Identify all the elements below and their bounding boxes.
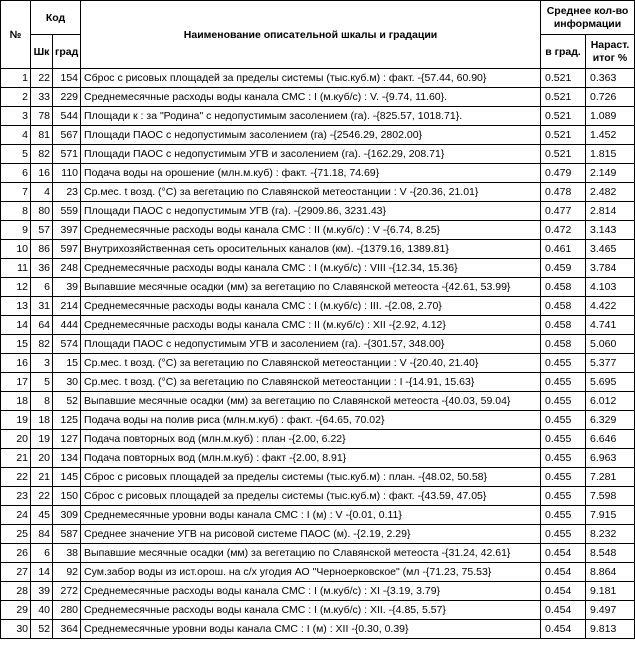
info-in-gradation: 0.521 [541,107,586,126]
gradation-name: Площади ПАОС с недопустимым засолением (га) -{2546.29, 2802.00} [81,126,541,145]
table-row [1,126,635,145]
info-in-gradation: 0.459 [541,259,586,278]
cumulative-total: 2.482 [586,183,635,202]
table-row [1,88,635,107]
row-number: 30 [1,620,31,639]
cumulative-total: 3.465 [586,240,635,259]
cumulative-total: 1.452 [586,126,635,145]
scale-code: 21 [31,468,53,487]
gradation-code: 92 [53,563,81,582]
row-number: 22 [1,468,31,487]
table-body [1,69,635,639]
scale-code: 78 [31,107,53,126]
row-number: 12 [1,278,31,297]
info-in-gradation: 0.455 [541,487,586,506]
table-row [1,525,635,544]
cumulative-total: 1.815 [586,145,635,164]
row-number: 28 [1,582,31,601]
table-row [1,620,635,639]
gradation-name: Выпавшие месячные осадки (мм) за вегетацию по Славянской метеоста -{31.24, 42.61} [81,544,541,563]
row-number: 11 [1,259,31,278]
info-in-gradation: 0.455 [541,354,586,373]
scale-code: 33 [31,88,53,107]
gradation-name: Среднемесячные уровни воды канала СМС : I (м) : V -{0.01, 0.11} [81,506,541,525]
info-in-gradation: 0.521 [541,145,586,164]
gradation-name: Ср.мес. t возд. (°С) за вегетацию по Славянской метеостанции : V -{20.36, 21.01} [81,183,541,202]
gradation-name: Среднемесячные расходы воды канала СМС : I (м.куб/с) : III. -{2.08, 2.70} [81,297,541,316]
gradation-code: 125 [53,411,81,430]
info-in-gradation: 0.458 [541,278,586,297]
gradation-name: Ср.мес. t возд. (°С) за вегетацию по Славянской метеостанции : I -{14.91, 15.63} [81,373,541,392]
scale-code: 18 [31,411,53,430]
row-number: 21 [1,449,31,468]
row-number: 26 [1,544,31,563]
info-in-gradation: 0.461 [541,240,586,259]
row-number: 7 [1,183,31,202]
scale-code: 40 [31,601,53,620]
scale-code: 80 [31,202,53,221]
info-in-gradation: 0.455 [541,411,586,430]
gradation-name: Среднемесячные расходы воды канала СМС : II (м.куб/с) : V -{6.74, 8.25} [81,221,541,240]
header-name: Наименование описательной шкалы и градации [81,1,541,69]
cumulative-total: 5.695 [586,373,635,392]
row-number: 3 [1,107,31,126]
scale-code: 16 [31,164,53,183]
scale-code: 5 [31,373,53,392]
gradation-code: 127 [53,430,81,449]
info-in-gradation: 0.521 [541,88,586,107]
header-narast: Нараст. итог % [586,35,635,69]
gradation-name: Среднемесячные расходы воды канала СМС : II (м.куб/с) : XII -{2.92, 4.12} [81,316,541,335]
info-in-gradation: 0.458 [541,335,586,354]
info-in-gradation: 0.455 [541,468,586,487]
table-row [1,164,635,183]
gradation-name: Среднемесячные расходы воды канала СМС : I (м.куб/с) : VIII -{12.34, 15.36} [81,259,541,278]
cumulative-total: 0.726 [586,88,635,107]
scale-code: 14 [31,563,53,582]
cumulative-total: 8.548 [586,544,635,563]
gradation-name: Сум.забор воды из ист.орош. на с/х угодия АО "Черноерковское" (мл -{71.23, 75.53} [81,563,541,582]
gradation-code: 52 [53,392,81,411]
scale-code: 52 [31,620,53,639]
cumulative-total: 6.646 [586,430,635,449]
scale-code: 82 [31,335,53,354]
gradation-code: 544 [53,107,81,126]
info-in-gradation: 0.454 [541,582,586,601]
header-info: Среднее кол-во информации [541,1,635,35]
header-kod: Код [31,1,81,35]
table-row [1,411,635,430]
info-in-gradation: 0.455 [541,430,586,449]
scale-code: 64 [31,316,53,335]
cumulative-total: 6.012 [586,392,635,411]
header-grad: град [53,35,81,69]
scale-code: 19 [31,430,53,449]
gradation-code: 145 [53,468,81,487]
cumulative-total: 9.813 [586,620,635,639]
info-in-gradation: 0.521 [541,126,586,145]
gradation-code: 39 [53,278,81,297]
scale-code: 4 [31,183,53,202]
gradation-name: Выпавшие месячные осадки (мм) за вегетацию по Славянской метеоста -{42.61, 53.99} [81,278,541,297]
cumulative-total: 6.963 [586,449,635,468]
gradation-code: 364 [53,620,81,639]
cumulative-total: 9.497 [586,601,635,620]
row-number: 4 [1,126,31,145]
header-v-grad: в град. [541,35,586,69]
table-row [1,430,635,449]
row-number: 8 [1,202,31,221]
row-number: 29 [1,601,31,620]
table-row [1,373,635,392]
row-number: 9 [1,221,31,240]
table-row [1,259,635,278]
cumulative-total: 8.232 [586,525,635,544]
scale-code: 22 [31,69,53,88]
gradation-name: Среднемесячные расходы воды канала СМС : I (м.куб/с) : V. -{9.74, 11.60}. [81,88,541,107]
row-number: 24 [1,506,31,525]
gradation-code: 574 [53,335,81,354]
scale-code: 39 [31,582,53,601]
row-number: 13 [1,297,31,316]
cumulative-total: 3.143 [586,221,635,240]
scale-code: 31 [31,297,53,316]
row-number: 17 [1,373,31,392]
cumulative-total: 5.060 [586,335,635,354]
gradation-code: 559 [53,202,81,221]
table-row [1,316,635,335]
scale-code: 45 [31,506,53,525]
header-shk: Шк [31,35,53,69]
cumulative-total: 8.864 [586,563,635,582]
table-row [1,335,635,354]
scale-code: 84 [31,525,53,544]
info-in-gradation: 0.454 [541,601,586,620]
gradation-code: 444 [53,316,81,335]
gradation-name: Внутрихозяйственная сеть оросительных каналов (км). -{1379.16, 1389.81} [81,240,541,259]
gradation-name: Площади к : за "Родина" с недопустимым засолением (га). -{825.57, 1018.71}. [81,107,541,126]
gradation-code: 38 [53,544,81,563]
gradation-name: Площади ПАОС с недопустимым УГВ (га). -{2909.86, 3231.43} [81,202,541,221]
scale-code: 22 [31,487,53,506]
gradation-name: Сброс с рисовых площадей за пределы системы (тыс.куб.м) : факт. -{43.59, 47.05} [81,487,541,506]
row-number: 25 [1,525,31,544]
table-row [1,221,635,240]
scale-code: 82 [31,145,53,164]
cumulative-total: 4.422 [586,297,635,316]
gradation-name: Подача повторных вод (млн.м.куб) : план -{2.00, 6.22} [81,430,541,449]
table-row [1,145,635,164]
gradation-name: Среднемесячные расходы воды канала СМС : I (м.куб/с) : XII. -{4.85, 5.57} [81,601,541,620]
cumulative-total: 7.915 [586,506,635,525]
row-number: 6 [1,164,31,183]
cumulative-total: 4.741 [586,316,635,335]
row-number: 23 [1,487,31,506]
gradation-code: 134 [53,449,81,468]
scale-code: 3 [31,354,53,373]
gradation-code: 280 [53,601,81,620]
row-number: 14 [1,316,31,335]
gradation-name: Среднемесячные уровни воды канала СМС : I (м) : XII -{0.30, 0.39} [81,620,541,639]
gradation-name: Выпавшие месячные осадки (мм) за вегетацию по Славянской метеоста -{40.03, 59.04} [81,392,541,411]
info-in-gradation: 0.479 [541,164,586,183]
gradation-code: 154 [53,69,81,88]
table-row [1,240,635,259]
gradation-code: 272 [53,582,81,601]
gradation-code: 567 [53,126,81,145]
gradation-name: Подача воды на орошение (млн.м.куб) : факт. -{71.18, 74.69} [81,164,541,183]
gradation-code: 15 [53,354,81,373]
gradation-name: Ср.мес. t возд. (°С) за вегетацию по Славянской метеостанции : V -{20.40, 21.40} [81,354,541,373]
info-in-gradation: 0.458 [541,316,586,335]
scale-code: 8 [31,392,53,411]
gradation-name: Среднемесячные расходы воды канала СМС : I (м.куб/с) : XI -{3.19, 3.79} [81,582,541,601]
gradation-code: 309 [53,506,81,525]
gradation-code: 397 [53,221,81,240]
gradation-code: 214 [53,297,81,316]
table-row [1,392,635,411]
table-row [1,544,635,563]
scale-code: 57 [31,221,53,240]
gradation-name: Площади ПАОС с недопустимым УГВ и засолением (га). -{301.57, 348.00} [81,335,541,354]
table-row [1,468,635,487]
info-in-gradation: 0.477 [541,202,586,221]
gradation-name: Среднее значение УГВ на рисовой системе ПАОС (м). -{2.19, 2.29} [81,525,541,544]
cumulative-total: 7.598 [586,487,635,506]
gradation-name: Сброс с рисовых площадей за пределы системы (тыс.куб.м) : факт. -{57.44, 60.90} [81,69,541,88]
row-number: 10 [1,240,31,259]
scale-code: 81 [31,126,53,145]
table-row [1,107,635,126]
info-in-gradation: 0.454 [541,544,586,563]
cumulative-total: 3.784 [586,259,635,278]
table-row [1,506,635,525]
info-in-gradation: 0.455 [541,449,586,468]
row-number: 19 [1,411,31,430]
gradation-code: 248 [53,259,81,278]
table-row [1,449,635,468]
cumulative-total: 1.089 [586,107,635,126]
info-in-gradation: 0.455 [541,392,586,411]
info-in-gradation: 0.521 [541,69,586,88]
gradation-name: Подача повторных вод (млн.м.куб) : факт -{2.00, 8.91} [81,449,541,468]
row-number: 15 [1,335,31,354]
table-row [1,582,635,601]
scale-code: 86 [31,240,53,259]
gradation-code: 571 [53,145,81,164]
info-in-gradation: 0.454 [541,563,586,582]
scale-code: 20 [31,449,53,468]
info-in-gradation: 0.454 [541,620,586,639]
table-row [1,601,635,620]
cumulative-total: 7.281 [586,468,635,487]
cumulative-total: 5.377 [586,354,635,373]
row-number: 5 [1,145,31,164]
header-num: № [1,1,31,69]
row-number: 1 [1,69,31,88]
cumulative-total: 2.814 [586,202,635,221]
row-number: 18 [1,392,31,411]
info-in-gradation: 0.455 [541,506,586,525]
cumulative-total: 0.363 [586,69,635,88]
gradation-code: 30 [53,373,81,392]
cumulative-total: 2.149 [586,164,635,183]
table-row [1,69,635,88]
table-row [1,297,635,316]
row-number: 16 [1,354,31,373]
gradation-name: Площади ПАОС с недопустимым УГВ и засолением (га). -{162.29, 208.71} [81,145,541,164]
table-row [1,183,635,202]
table-row [1,278,635,297]
scale-code: 36 [31,259,53,278]
info-in-gradation: 0.455 [541,525,586,544]
gradation-code: 597 [53,240,81,259]
cumulative-total: 6.329 [586,411,635,430]
gradation-code: 110 [53,164,81,183]
gradation-name: Подача воды на полив риса (млн.м.куб) : факт. -{64.65, 70.02} [81,411,541,430]
gradation-code: 229 [53,88,81,107]
info-in-gradation: 0.455 [541,373,586,392]
info-in-gradation: 0.458 [541,297,586,316]
table-row [1,563,635,582]
gradation-name: Сброс с рисовых площадей за пределы системы (тыс.куб.м) : план. -{48.02, 50.58} [81,468,541,487]
scale-code: 6 [31,544,53,563]
cumulative-total: 9.181 [586,582,635,601]
scale-code: 6 [31,278,53,297]
row-number: 2 [1,88,31,107]
gradation-code: 587 [53,525,81,544]
row-number: 27 [1,563,31,582]
gradation-code: 23 [53,183,81,202]
table-row [1,202,635,221]
info-in-gradation: 0.472 [541,221,586,240]
table-row [1,354,635,373]
info-in-gradation: 0.478 [541,183,586,202]
table-row [1,487,635,506]
row-number: 20 [1,430,31,449]
gradation-code: 150 [53,487,81,506]
cumulative-total: 4.103 [586,278,635,297]
